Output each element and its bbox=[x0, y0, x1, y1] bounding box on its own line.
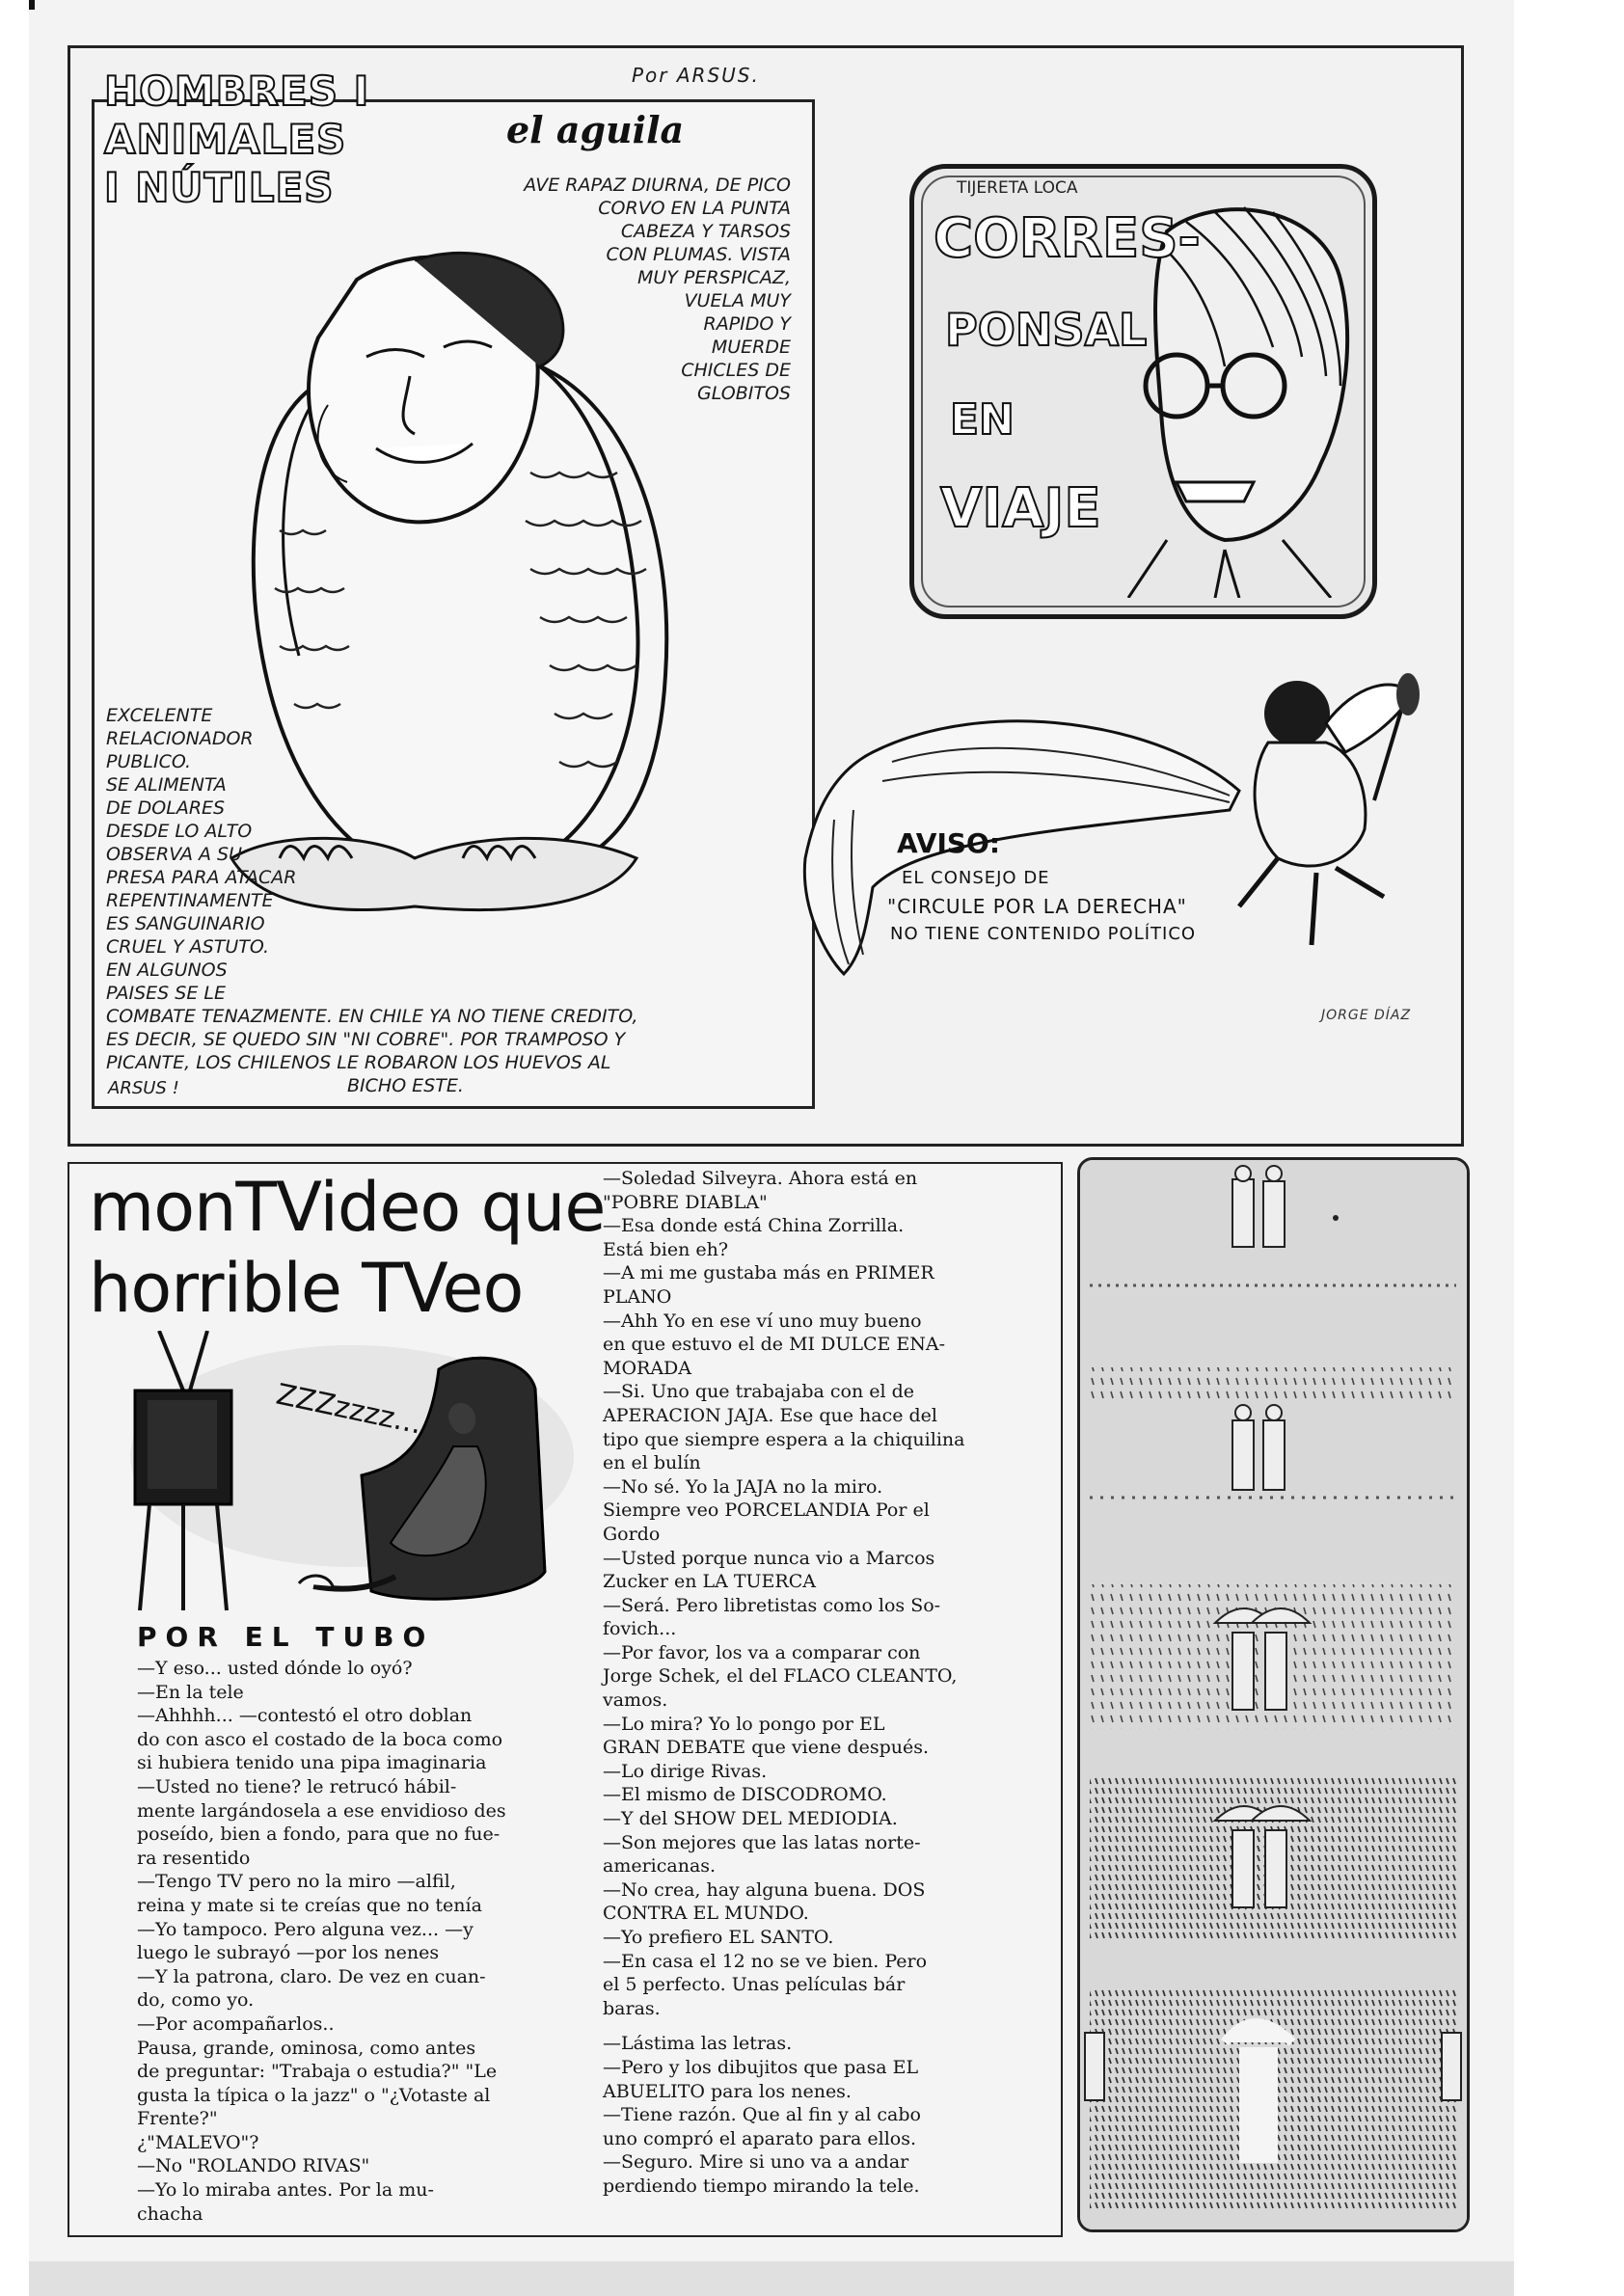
article-column-1 bbox=[137, 1657, 552, 2226]
cartoon-description bbox=[424, 174, 791, 405]
corresponsal-word: EN bbox=[950, 395, 1015, 445]
column-line: Está bien eh? bbox=[603, 1238, 729, 1260]
caption-line: REPENTINAMENTE bbox=[106, 890, 274, 911]
cartoon-signature: ARSUS ! bbox=[108, 1078, 179, 1098]
column-line: —Yo lo miraba antes. Por la mu- bbox=[137, 2179, 434, 2201]
column-line: perdiendo tiempo mirando la tele. bbox=[603, 2174, 920, 2197]
caption-line: RELACIONADOR bbox=[106, 728, 254, 749]
column-line: —El mismo de DISCODROMO. bbox=[603, 1784, 887, 1806]
column-line: uno compró el aparato para ellos. bbox=[603, 2127, 917, 2149]
column-line: —Y eso... usted dónde lo oyó? bbox=[137, 1658, 413, 1679]
column-line: fovich... bbox=[603, 1618, 677, 1640]
corresponsal-word: CORRES- bbox=[934, 207, 1201, 270]
column-line: —Esa donde está China Zorrilla. bbox=[603, 1215, 905, 1237]
column-line: baras. bbox=[603, 1997, 661, 2019]
description-line: MUY PERSPICAZ, bbox=[636, 267, 791, 288]
snore-text: ZZZzzzz... bbox=[273, 1377, 425, 1442]
cartoon-byline: Por ARSUS. bbox=[632, 64, 760, 87]
aviso-line: EL CONSEJO DE bbox=[902, 868, 1050, 888]
column-line: —Lo dirige Rivas. bbox=[603, 1760, 768, 1782]
column-line: americanas. bbox=[603, 1855, 717, 1877]
column-line: do con asco el costado de la boca como bbox=[137, 1728, 503, 1750]
column-line bbox=[603, 2020, 1035, 2032]
caption-line: PRESA PARA ATACAR bbox=[106, 867, 297, 888]
column-line: ABUELITO para los nenes. bbox=[603, 2080, 852, 2102]
column-line: —Y del SHOW DEL MEDIODIA. bbox=[603, 1808, 898, 1830]
aviso-line: "CIRCULE POR LA DERECHA" bbox=[887, 895, 1187, 918]
column-line: —Será. Pero libretistas como los So- bbox=[603, 1594, 941, 1616]
column-line: poseído, bien a fondo, para que no fue- bbox=[137, 1823, 501, 1846]
column-line: —En casa el 12 no se ve bien. Pero bbox=[603, 1950, 928, 1972]
column-line: de preguntar: "Trabaja o estudia?" "Le bbox=[137, 2061, 498, 2083]
column-line: MORADA bbox=[603, 1357, 692, 1379]
sleeping-tv-viewer-illustration bbox=[121, 1331, 583, 1620]
column-line: —Soledad Silveyra. Ahora está en bbox=[603, 1168, 918, 1189]
caption-line: PICANTE, LOS CHILENOS LE ROBARON LOS HUEVOS AL bbox=[106, 1052, 611, 1073]
comic-strip-panel bbox=[1077, 1157, 1470, 2232]
column-line: Pausa, grande, ominosa, como antes bbox=[137, 2037, 476, 2059]
article-headline bbox=[89, 1167, 605, 1329]
series-title-line: ANIMALES bbox=[104, 116, 347, 163]
cartoon-series-title bbox=[104, 68, 403, 212]
scan-bottom-edge bbox=[29, 2261, 1514, 2296]
cherub-with-flag-illustration bbox=[776, 665, 1442, 993]
cartoon-caption bbox=[106, 704, 800, 1097]
column-line: —Tiene razón. Que al fin y al cabo bbox=[603, 2104, 921, 2126]
column-line: do, como yo. bbox=[137, 1989, 255, 2012]
column-line: "POBRE DIABLA" bbox=[603, 1191, 768, 1213]
caption-line: PUBLICO. bbox=[106, 751, 192, 772]
column-line: —Yo tampoco. Pero alguna vez... —y bbox=[137, 1918, 474, 1940]
column-line: Jorge Schek, el del FLACO CLEANTO, bbox=[603, 1665, 958, 1688]
column-line: —No "ROLANDO RIVAS" bbox=[137, 2155, 370, 2177]
column-line: —Usted porque nunca vio a Marcos bbox=[603, 1547, 935, 1569]
column-line: vamos. bbox=[603, 1689, 668, 1712]
caption-line: CRUEL Y ASTUTO. bbox=[106, 936, 270, 958]
caption-line: BICHO ESTE. bbox=[347, 1075, 464, 1096]
column-line: reina y mate si te creías que no tenía bbox=[137, 1894, 482, 1916]
description-line: CORVO EN LA PUNTA bbox=[598, 198, 791, 219]
column-line: Gordo bbox=[603, 1523, 661, 1545]
column-line: ¿"MALEVO"? bbox=[137, 2131, 259, 2153]
column-line: APERACION JAJA. Ese que hace del bbox=[603, 1404, 938, 1426]
aviso-line: NO TIENE CONTENIDO POLÍTICO bbox=[890, 924, 1197, 944]
cartoon-signature-jorge: JORGE DÍAZ bbox=[1321, 1008, 1412, 1023]
column-line: —No sé. Yo la JAJA no la miro. bbox=[603, 1475, 883, 1498]
description-line: GLOBITOS bbox=[697, 383, 791, 404]
caption-line: DE DOLARES bbox=[106, 797, 226, 819]
column-line: Zucker en LA TUERCA bbox=[603, 1571, 816, 1593]
column-line: tipo que siempre espera a la chiquilina bbox=[603, 1428, 965, 1450]
column-line: en el bulín bbox=[603, 1452, 701, 1474]
caption-line: ES DECIR, SE QUEDO SIN "NI COBRE". POR TRAMPOSO Y bbox=[106, 1029, 626, 1050]
article-byline: POR EL TUBO bbox=[137, 1621, 435, 1653]
caption-line: SE ALIMENTA bbox=[106, 774, 227, 796]
caption-line: OBSERVA A SU bbox=[106, 844, 243, 865]
column-line: —Por acompañarlos.. bbox=[137, 2012, 335, 2035]
caption-line: PAISES SE LE bbox=[106, 983, 226, 1004]
column-line: en que estuvo el de MI DULCE ENA- bbox=[603, 1334, 946, 1356]
column-line: —Pero y los dibujitos que pasa EL bbox=[603, 2056, 919, 2078]
cartoon-title: el aguila bbox=[506, 108, 685, 151]
caption-line: EN ALGUNOS bbox=[106, 959, 228, 981]
corresponsal-word: VIAJE bbox=[940, 477, 1101, 540]
description-line: VUELA MUY bbox=[684, 290, 791, 311]
column-line: chacha bbox=[137, 2202, 203, 2225]
description-line: RAPIDO Y bbox=[703, 313, 791, 335]
column-line: mente largándosela a ese envidioso des bbox=[137, 1799, 506, 1822]
column-line: CONTRA EL MUNDO. bbox=[603, 1903, 809, 1925]
headline-line: monTVideo que bbox=[89, 1168, 606, 1247]
corresponsal-kicker: TIJERETA LOCA bbox=[957, 178, 1078, 198]
column-line: —Ahhhh... —contestó el otro doblan bbox=[137, 1705, 473, 1727]
column-line: —Yo prefiero EL SANTO. bbox=[603, 1927, 834, 1948]
column-line: —Usted no tiene? le retrucó hábil- bbox=[137, 1775, 457, 1797]
rain-comic-strip-illustration bbox=[1080, 1160, 1467, 2229]
column-line: —En la tele bbox=[137, 1681, 244, 1703]
column-line: —Son mejores que las latas norte- bbox=[603, 1831, 921, 1853]
column-line: Frente?" bbox=[137, 2108, 218, 2130]
corresponsal-word: PONSAL bbox=[945, 304, 1148, 356]
headline-line: horrible TVeo bbox=[89, 1249, 524, 1328]
column-line: gusta la típica o la jazz" o "¿Votaste al bbox=[137, 2084, 491, 2106]
column-line: si hubiera tenido una pipa imaginaria bbox=[137, 1752, 487, 1774]
column-line: luego le subrayó —por los nenes bbox=[137, 1942, 440, 1964]
column-line: —Por favor, los va a comparar con bbox=[603, 1641, 921, 1663]
column-line: —Ahh Yo en ese ví uno muy bueno bbox=[603, 1310, 922, 1332]
column-line: —Si. Uno que trabajaba con el de bbox=[603, 1381, 914, 1403]
column-line: —Seguro. Mire si uno va a andar bbox=[603, 2151, 909, 2174]
article-column-2 bbox=[603, 1167, 1035, 2199]
description-line: CON PLUMAS. VISTA bbox=[606, 244, 791, 265]
column-line: GRAN DEBATE que viene después. bbox=[603, 1737, 930, 1759]
caption-line: COMBATE TENAZMENTE. EN CHILE YA NO TIENE CREDITO, bbox=[106, 1006, 638, 1027]
column-line: —A mi me gustaba más en PRIMER bbox=[603, 1262, 934, 1284]
description-line: MUERDE bbox=[711, 337, 791, 358]
column-line: —Lástima las letras. bbox=[603, 2033, 793, 2055]
caption-line: EXCELENTE bbox=[106, 705, 213, 726]
column-line: ra resentido bbox=[137, 1847, 251, 1869]
column-line: —Y la patrona, claro. De vez en cuan- bbox=[137, 1965, 486, 1987]
column-line: —Tengo TV pero no la miro —alfil, bbox=[137, 1871, 456, 1893]
description-line: CHICLES DE bbox=[681, 360, 791, 381]
scan-mark bbox=[29, 0, 35, 10]
caption-line: DESDE LO ALTO bbox=[106, 821, 253, 842]
series-title-line: I NÚTILES bbox=[104, 164, 335, 211]
column-line: el 5 perfecto. Unas películas bár bbox=[603, 1974, 906, 1996]
description-line: AVE RAPAZ DIURNA, DE PICO bbox=[524, 175, 791, 196]
description-line: CABEZA Y TARSOS bbox=[620, 221, 791, 242]
column-line: Siempre veo PORCELANDIA Por el bbox=[603, 1499, 930, 1522]
column-line: —Lo mira? Yo lo pongo por EL bbox=[603, 1713, 885, 1735]
series-title-line: HOMBRES I bbox=[104, 68, 370, 115]
caption-line: ES SANGUINARIO bbox=[106, 913, 265, 934]
aviso-title: AVISO: bbox=[897, 827, 1001, 859]
column-line: —No crea, hay alguna buena. DOS bbox=[603, 1878, 926, 1901]
column-line: PLANO bbox=[603, 1285, 672, 1308]
